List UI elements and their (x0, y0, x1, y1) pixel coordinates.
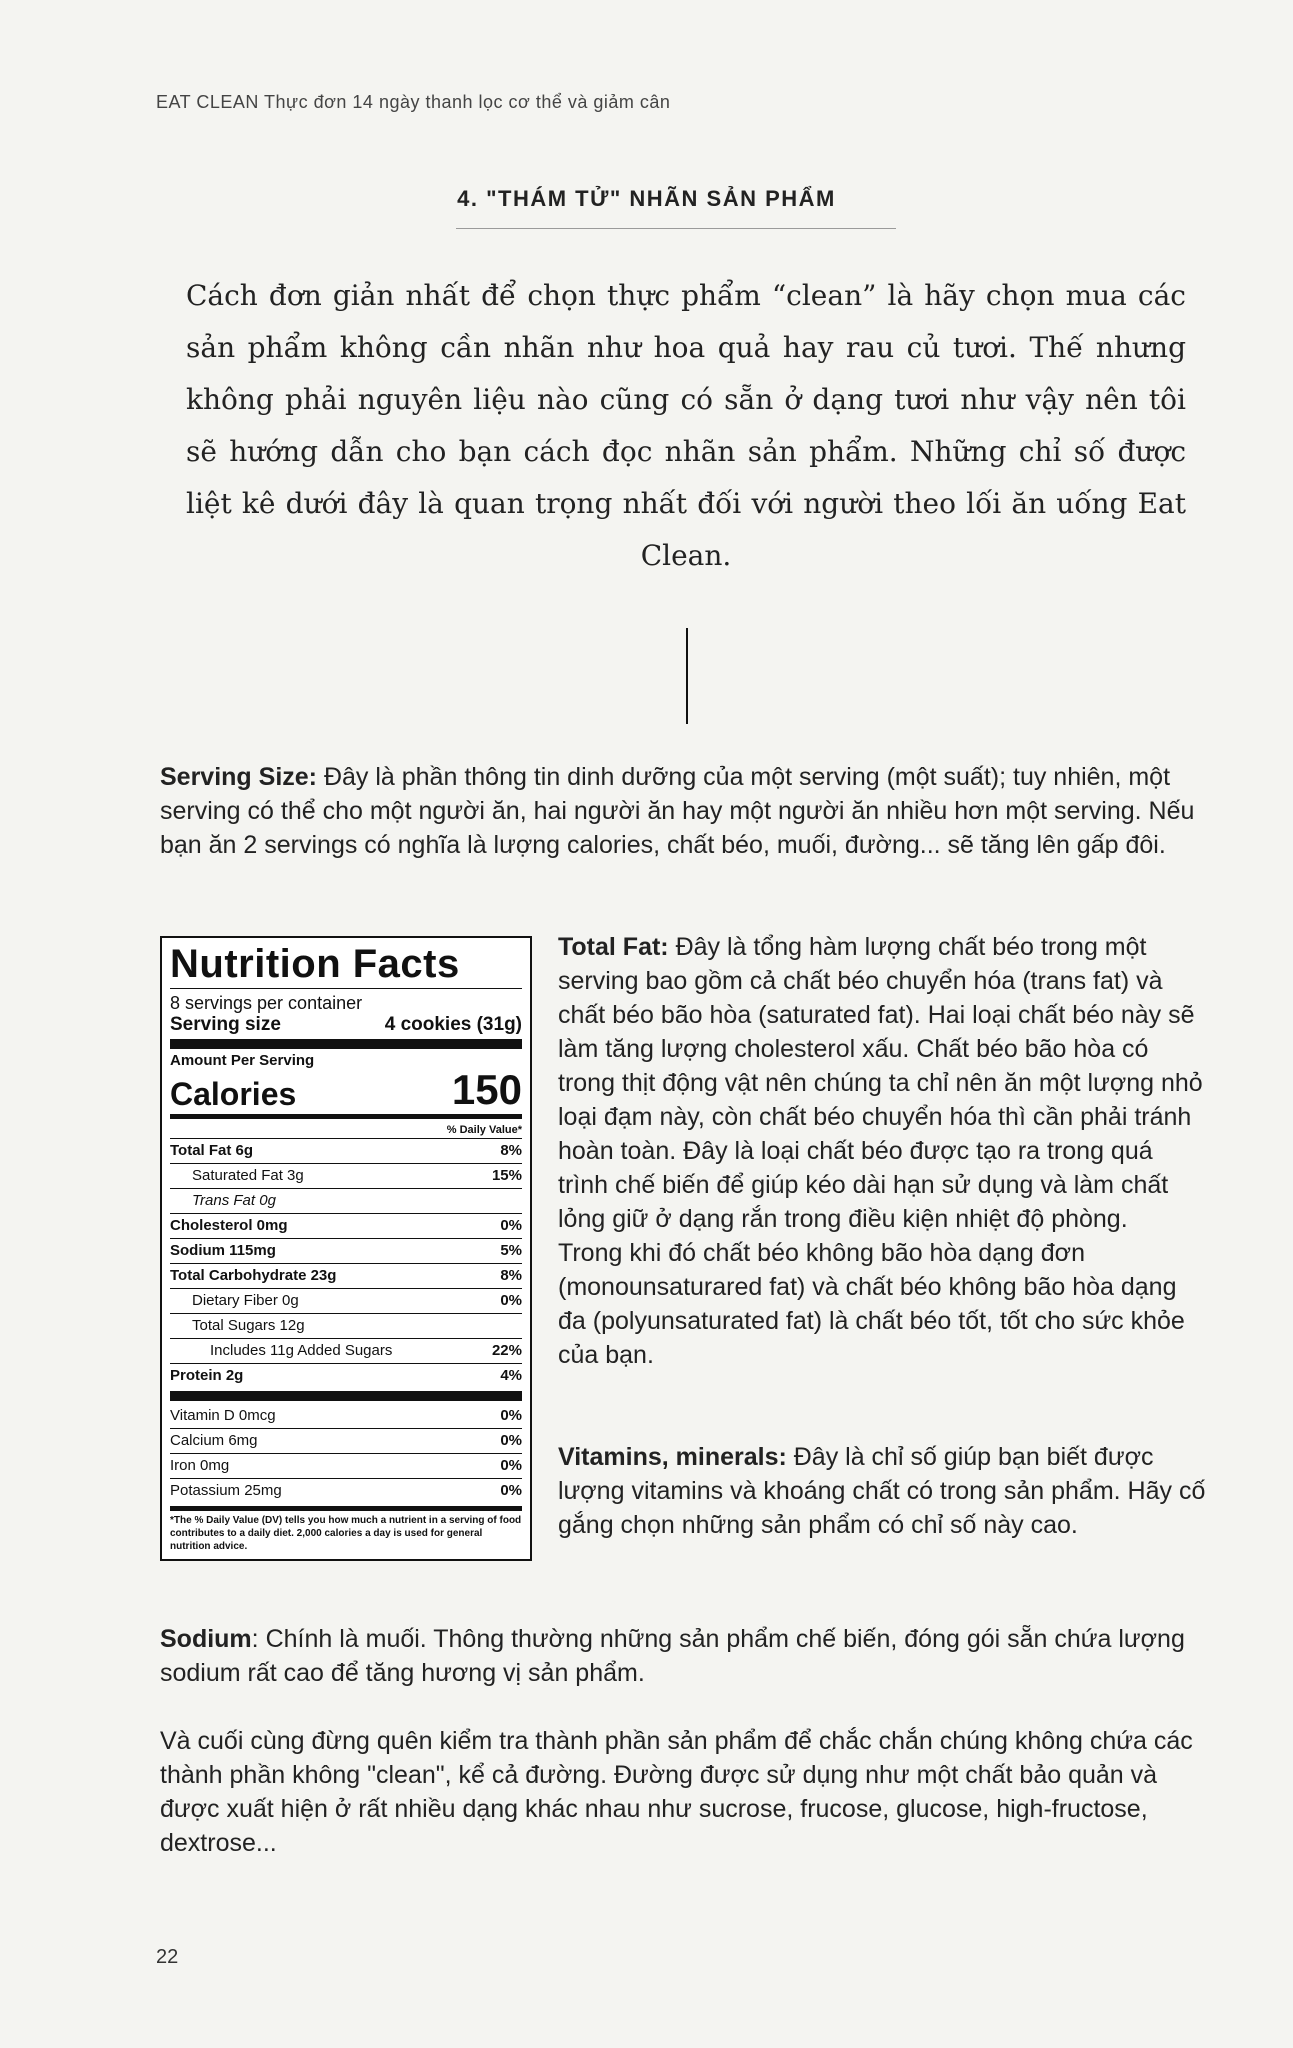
nutrient-label: Total Sugars 12g (192, 1317, 305, 1334)
nutrient-pct: 8% (500, 1267, 522, 1284)
nutrient-label: Protein 2g (170, 1367, 244, 1384)
intro-paragraph: Cách đơn giản nhất để chọn thực phẩm “clean” là hãy chọn mua các sản phẩm không cần nhãn như hoa quả hay rau củ tươi. Thế nhưng không phải nguyên liệu nào cũng có sẵn ở dạng tươi như vậy nên tôi sẽ hướng dẫn cho bạn cách đọc nhãn sản phẩm. Những chỉ số được liệt kê dưới đây là quan trọng nhất đối với người theo lối ăn uống Eat Clean. (186, 279, 1186, 572)
running-header: EAT CLEAN Thực đơn 14 ngày thanh lọc cơ thể và giảm cân (156, 92, 671, 112)
nutrient-row (170, 1313, 522, 1338)
vertical-divider (686, 628, 688, 724)
vitamins-paragraph (558, 1440, 1208, 1542)
thick-divider (170, 1391, 522, 1401)
thick-divider (170, 1039, 522, 1049)
nutrient-pct: 8% (500, 1142, 522, 1159)
nutrition-facts-label (160, 936, 532, 1561)
vitamin-label: Potassium 25mg (170, 1482, 282, 1499)
serving-size-value: 4 cookies (31g) (384, 1014, 522, 1035)
nutrient-row (170, 1363, 522, 1388)
medium-divider (170, 1506, 522, 1511)
nutrient-pct: 0% (500, 1292, 522, 1309)
total-fat-text: Đây là tổng hàm lượng chất béo trong một serving bao gồm cả chất béo chuyển hóa (trans fat) và chất béo bão hòa (saturated fat). Hai loại chất béo này sẽ làm tăng lượng cholesterol xấu. Chất béo bão hòa có trong thịt động vật nên chúng ta chỉ nên ăn một lượng nhỏ loại đạm này, còn chất béo chuyển hóa thì cần phải tránh hoàn toàn. Đây là loại chất béo được tạo ra trong quá trình chế biến để giúp kéo dài hạn sử dụng và làm chất lỏng giữ ở dạng rắn trong điều kiện nhiệt độ phòng. (558, 933, 1203, 1233)
servings-per-container: 8 servings per container (170, 993, 363, 1013)
final-paragraph: Và cuối cùng đừng quên kiểm tra thành phần sản phẩm để chắc chắn chúng không chứa các thành phần không "clean", kể cả đường. Đường được sử dụng như một chất bảo quản và được xuất hiện ở rất nhiều dạng khác nhau như sucrose, frucose, glucose, high-fructose, dextrose... (160, 1727, 1193, 1857)
nutrient-row (170, 1338, 522, 1363)
sodium-label: Sodium (160, 1625, 252, 1653)
nutrient-pct: 4% (500, 1367, 522, 1384)
calories-label: Calories (170, 1076, 297, 1112)
nutrient-label: Saturated Fat 3g (192, 1167, 304, 1184)
vitamin-pct: 0% (500, 1482, 522, 1499)
nutrient-pct: 15% (491, 1167, 522, 1184)
vitamin-label: Vitamin D 0mcg (170, 1407, 276, 1424)
nutrient-label: Includes 11g Added Sugars (210, 1342, 393, 1359)
nutrient-label: Cholesterol 0mg (170, 1217, 288, 1234)
nutrition-title: Nutrition Facts (170, 942, 522, 989)
amount-per-serving: Amount Per Serving (170, 1052, 315, 1069)
daily-value-header: % Daily Value* (446, 1124, 522, 1136)
nutrition-footnote: *The % Daily Value (DV) tells you how much a nutrient in a serving of food contributes to a daily diet. 2,000 calories a day is used for general nutrition advice. (170, 1515, 522, 1552)
nutrient-label: Total Fat 6g (170, 1142, 254, 1159)
total-fat-label: Total Fat: (558, 933, 669, 961)
nutrient-pct: 5% (500, 1242, 522, 1259)
title-rule (456, 228, 896, 229)
nutrient-row (170, 1263, 522, 1288)
vitamin-label: Calcium 6mg (170, 1432, 258, 1449)
vitamins-label: Vitamins, minerals: (558, 1443, 787, 1471)
nutrient-label: Trans Fat 0g (192, 1192, 276, 1209)
vitamin-row (170, 1478, 522, 1503)
section-title: 4. "THÁM TỬ" NHÃN SẢN PHẨM (457, 186, 836, 211)
calories-value: 150 (451, 1066, 522, 1113)
nutrient-label: Total Carbohydrate 23g (170, 1267, 337, 1284)
nutrient-row (170, 1213, 522, 1238)
nutrient-pct: 22% (491, 1342, 522, 1359)
vitamin-pct: 0% (500, 1432, 522, 1449)
vitamin-pct: 0% (500, 1457, 522, 1474)
total-fat-text-2: Trong khi đó chất béo không bão hòa dạng đơn (monounsaturared fat) và chất béo không bão hòa dạng đa (polyunsaturated fat) là chất béo tốt, tốt cho sức khỏe của bạn. (558, 1239, 1185, 1369)
serving-size-label: Serving Size: (160, 763, 317, 791)
nutrient-row (170, 1138, 522, 1163)
sodium-text: : Chính là muối. Thông thường những sản phẩm chế biến, đóng gói sẵn chứa lượng sodium rất cao để tăng hương vị sản phẩm. (160, 1625, 1185, 1687)
calories-row (170, 1066, 522, 1113)
serving-size-row (170, 1014, 522, 1036)
vitamins-text: Đây là chỉ số giúp bạn biết được lượng vitamins và khoáng chất có trong sản phẩm. Hãy cố gắng chọn những sản phẩm có chỉ số này cao. (558, 1443, 1206, 1539)
vitamin-label: Iron 0mg (170, 1457, 230, 1474)
nutrient-row (170, 1188, 522, 1213)
nutrient-label: Sodium 115mg (170, 1242, 276, 1259)
nutrient-row (170, 1163, 522, 1188)
nutrient-row (170, 1288, 522, 1313)
page-number: 22 (156, 1946, 179, 1968)
nutrient-label: Dietary Fiber 0g (192, 1292, 299, 1309)
nutrient-row (170, 1238, 522, 1263)
serving-size-paragraph (160, 760, 1210, 862)
vitamin-pct: 0% (500, 1407, 522, 1424)
medium-divider (170, 1114, 522, 1119)
serving-size-label: Serving size (170, 1014, 281, 1035)
total-fat-paragraph (558, 930, 1208, 1372)
vitamin-row (170, 1428, 522, 1453)
vitamin-row (170, 1404, 522, 1428)
vitamin-row (170, 1453, 522, 1478)
serving-size-text: Đây là phần thông tin dinh dưỡng của một serving (một suất); tuy nhiên, một serving có thể cho một người ăn, hai người ăn hay một người ăn nhiều hơn một serving. Nếu bạn ăn 2 servings có nghĩa là lượng calories, chất béo, muối, đường... sẽ tăng lên gấp đôi. (160, 763, 1195, 859)
sodium-paragraph (160, 1622, 1210, 1690)
nutrient-pct: 0% (500, 1217, 522, 1234)
